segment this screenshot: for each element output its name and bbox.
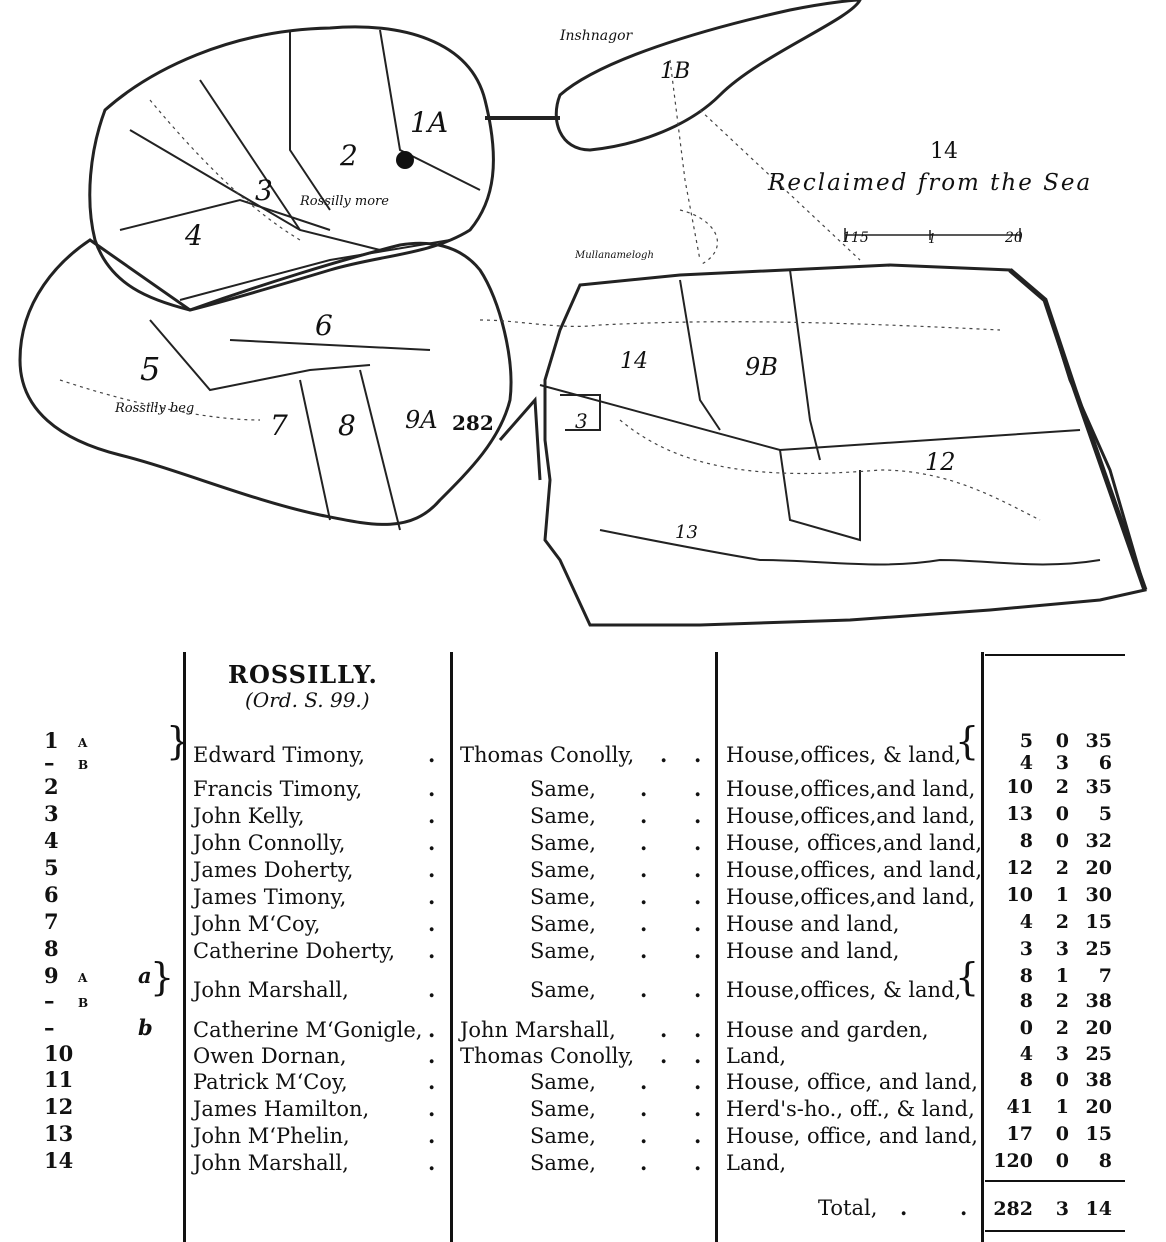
area-roods: 0: [1055, 830, 1069, 852]
column-rule: [715, 652, 718, 1242]
occupier-name: John Kelly,: [193, 804, 305, 828]
holding-description: Land,: [726, 1044, 787, 1068]
leader-dot: .: [694, 742, 702, 767]
holding-description: House, office, and land,: [726, 1124, 978, 1148]
lessor-name: Same,: [530, 831, 596, 855]
area-perches: 20: [1085, 857, 1112, 879]
row-number: 9: [44, 963, 59, 988]
area-roods: 3: [1055, 938, 1069, 960]
leader-dot: .: [640, 776, 648, 801]
leader-dot: .: [428, 1150, 436, 1175]
header-rule: [985, 654, 1125, 656]
plot-label: 9A: [405, 406, 438, 434]
occupier-name: John Connolly,: [193, 831, 346, 855]
occupier-name: James Timony,: [193, 885, 347, 909]
brace-right: }: [166, 719, 191, 763]
column-rule: [450, 652, 453, 1242]
area-perches: 35: [1085, 730, 1112, 752]
area-acres: 8: [1019, 990, 1033, 1012]
area-roods: 2: [1055, 776, 1069, 798]
row-mark: a: [138, 963, 152, 988]
area-roods: 2: [1055, 990, 1069, 1012]
column-rule: [981, 652, 984, 1242]
holding-description: House,offices,and land,: [726, 804, 976, 828]
area-roods: 1: [1055, 884, 1069, 906]
area-perches: 38: [1085, 990, 1112, 1012]
occupier-name: James Hamilton,: [193, 1097, 370, 1121]
row-number: 3: [44, 801, 59, 826]
leader-dot: .: [428, 1123, 436, 1148]
plot-label: 12: [925, 448, 956, 476]
lessor-name: Thomas Conolly,: [460, 1044, 635, 1068]
leader-dot: .: [640, 857, 648, 882]
map-label-reclaimed: Reclaimed from the Sea: [768, 170, 1093, 196]
ledger-table: [0, 640, 1166, 1242]
row-number: 1: [44, 728, 59, 753]
lessor-name: Same,: [530, 1124, 596, 1148]
plot-label: 14: [620, 349, 648, 374]
row-number: –: [44, 1015, 55, 1040]
holding-description: House,offices, and land,: [726, 858, 982, 882]
lessor-name: John Marshall,: [460, 1018, 616, 1042]
occupier-name: Francis Timony,: [193, 777, 363, 801]
plot-label: 1B: [660, 59, 691, 84]
area-perches: 7: [1098, 965, 1112, 987]
leader-dot: .: [640, 911, 648, 936]
holding-description: House and land,: [726, 939, 900, 963]
leader-dot: .: [694, 938, 702, 963]
leader-dot: .: [694, 977, 702, 1002]
area-perches: 8: [1098, 1150, 1112, 1172]
row-number: 2: [44, 774, 59, 799]
leader-dot: .: [640, 1123, 648, 1148]
plot-label: 13: [675, 522, 698, 543]
area-acres: 4: [1019, 752, 1033, 774]
area-roods: 0: [1055, 1150, 1069, 1172]
area-roods: 0: [1055, 1123, 1069, 1145]
brace-left: {: [955, 719, 980, 763]
area-acres: 3: [1019, 938, 1033, 960]
row-number: 8: [44, 936, 59, 961]
plot-label: 2: [340, 139, 358, 172]
area-acres: 10: [1006, 884, 1033, 906]
map-label-rossilly-beg: Rossilly beg: [115, 401, 195, 416]
lessor-name: Same,: [530, 1151, 596, 1175]
row-number: 7: [44, 909, 59, 934]
map-label-reclaimed-number: 14: [930, 139, 958, 164]
row-number: 14: [44, 1148, 74, 1173]
lessor-name: Same,: [530, 777, 596, 801]
brace-left: {: [955, 955, 980, 999]
scale-label-left: 115: [842, 230, 869, 246]
row-number: 4: [44, 828, 59, 853]
leader-dot: .: [428, 1096, 436, 1121]
area-roods: 0: [1055, 1069, 1069, 1091]
area-perches: 35: [1085, 776, 1112, 798]
leader-dot: .: [694, 1123, 702, 1148]
row-number: –: [44, 750, 55, 775]
leader-dot: .: [428, 830, 436, 855]
table-title: ROSSILLY.: [228, 660, 378, 689]
leader-dot: .: [428, 776, 436, 801]
area-perches: 20: [1085, 1017, 1112, 1039]
area-perches: 25: [1085, 938, 1112, 960]
row-number: –: [44, 988, 55, 1013]
holding-description: House,offices, & land,: [726, 743, 962, 767]
occupier-name: John M‘Coy,: [193, 912, 321, 936]
area-roods: 2: [1055, 1017, 1069, 1039]
total-acres: 282: [993, 1198, 1033, 1220]
leader-dot: .: [428, 938, 436, 963]
leader-dot: .: [694, 1096, 702, 1121]
area-perches: 38: [1085, 1069, 1112, 1091]
area-perches: 20: [1085, 1096, 1112, 1118]
map-label-rossilly-more: Rossilly more: [300, 194, 389, 209]
area-acres: 10: [1006, 776, 1033, 798]
leader-dot: .: [640, 1150, 648, 1175]
leader-dot: .: [694, 1043, 702, 1068]
occupier-name: Owen Dornan,: [193, 1044, 347, 1068]
scale-label-right: 20: [1005, 230, 1023, 246]
occupier-name: John Marshall,: [193, 978, 349, 1002]
total-rule: [985, 1180, 1125, 1182]
area-perches: 30: [1085, 884, 1112, 906]
leader-dot: .: [640, 884, 648, 909]
row-number: 6: [44, 882, 59, 907]
plot-label: 6: [315, 309, 333, 342]
lessor-name: Same,: [530, 1070, 596, 1094]
area-perches: 5: [1098, 803, 1112, 825]
leader-dot: .: [640, 830, 648, 855]
total-rule: [985, 1230, 1125, 1232]
total-roods: 3: [1055, 1198, 1069, 1220]
row-subdivision: A: [78, 736, 88, 750]
row-number: 11: [44, 1067, 74, 1092]
leader-dot: .: [428, 1017, 436, 1042]
leader-dot: .: [660, 742, 668, 767]
leader-dot: .: [640, 1096, 648, 1121]
leader-dot: .: [428, 742, 436, 767]
lessor-name: Same,: [530, 885, 596, 909]
area-roods: 2: [1055, 857, 1069, 879]
leader-dot: .: [428, 977, 436, 1002]
holding-description: House,offices, & land,: [726, 978, 962, 1002]
leader-dot: .: [428, 1069, 436, 1094]
area-acres: 8: [1019, 1069, 1033, 1091]
row-number: 5: [44, 855, 59, 880]
occupier-name: John M‘Phelin,: [193, 1124, 350, 1148]
scale-label-mid: 1: [928, 232, 937, 247]
holding-description: House,offices,and land,: [726, 777, 976, 801]
row-number: 12: [44, 1094, 74, 1119]
holding-description: House and land,: [726, 912, 900, 936]
leader-dot: .: [428, 857, 436, 882]
plot-label: 3: [255, 174, 273, 207]
area-acres: 12: [1006, 857, 1033, 879]
area-acres: 17: [1006, 1123, 1033, 1145]
holding-description: Land,: [726, 1151, 787, 1175]
area-acres: 13: [1006, 803, 1033, 825]
area-acres: 0: [1019, 1017, 1033, 1039]
plot-label: 3: [575, 409, 588, 433]
area-roods: 0: [1055, 803, 1069, 825]
plot-label: 4: [185, 219, 203, 252]
map-label-mullanameelogh: Mullanamelogh: [575, 250, 654, 261]
lessor-name: Same,: [530, 939, 596, 963]
leader-dot: .: [694, 776, 702, 801]
area-roods: 1: [1055, 1096, 1069, 1118]
leader-dot: .: [640, 803, 648, 828]
occupier-name: Catherine M‘Gonigle,: [193, 1018, 423, 1042]
brace-right: }: [150, 955, 175, 999]
leader-dot: .: [694, 857, 702, 882]
area-roods: 3: [1055, 1043, 1069, 1065]
area-roods: 2: [1055, 911, 1069, 933]
plot-label: 1A: [410, 106, 449, 139]
area-perches: 15: [1085, 1123, 1112, 1145]
area-acres: 4: [1019, 1043, 1033, 1065]
area-acres: 4: [1019, 911, 1033, 933]
area-acres: 8: [1019, 965, 1033, 987]
holding-description: House, office, and land,: [726, 1070, 978, 1094]
area-roods: 1: [1055, 965, 1069, 987]
area-perches: 25: [1085, 1043, 1112, 1065]
map-label-inshnagor: Inshnagor: [560, 28, 633, 44]
leader-dot: .: [660, 1043, 668, 1068]
occupier-name: Catherine Doherty,: [193, 939, 396, 963]
area-acres: 41: [1006, 1096, 1033, 1118]
row-number: 13: [44, 1121, 74, 1146]
map-label-total-area: 282: [452, 411, 494, 435]
area-perches: 15: [1085, 911, 1112, 933]
row-subdivision: B: [78, 996, 89, 1010]
occupier-name: Patrick M‘Coy,: [193, 1070, 348, 1094]
leader-dot: .: [428, 803, 436, 828]
leader-dot: .: [640, 938, 648, 963]
leader-dot: .: [694, 1150, 702, 1175]
lessor-name: Same,: [530, 1097, 596, 1121]
occupier-name: James Doherty,: [193, 858, 354, 882]
total-label: Total,: [818, 1196, 878, 1220]
holding-description: Herd's-ho., off., & land,: [726, 1097, 975, 1121]
holding-description: House, offices,and land,: [726, 831, 982, 855]
row-number: 10: [44, 1041, 74, 1066]
leader-dot: .: [640, 1069, 648, 1094]
area-roods: 0: [1055, 730, 1069, 752]
area-perches: 6: [1098, 752, 1112, 774]
lessor-name: Same,: [530, 912, 596, 936]
row-subdivision: B: [78, 758, 89, 772]
leader-dot: .: [694, 830, 702, 855]
area-acres: 5: [1019, 730, 1033, 752]
holding-description: House,offices,and land,: [726, 885, 976, 909]
row-subdivision: A: [78, 971, 88, 985]
area-acres: 8: [1019, 830, 1033, 852]
leader-dot: .: [660, 1017, 668, 1042]
leader-dot: .: [694, 911, 702, 936]
area-roods: 3: [1055, 752, 1069, 774]
plot-label: 8: [338, 409, 356, 442]
area-perches: 32: [1085, 830, 1112, 852]
leader-dot: .: [694, 1017, 702, 1042]
leader-dot: .: [428, 1043, 436, 1068]
row-mark: b: [138, 1015, 153, 1040]
lessor-name: Same,: [530, 804, 596, 828]
lessor-name: Same,: [530, 978, 596, 1002]
total-perches: 14: [1085, 1198, 1112, 1220]
plot-label: 7: [270, 409, 288, 442]
leader-dot: .: [428, 884, 436, 909]
plot-label: 9B: [745, 353, 778, 381]
area-acres: 120: [993, 1150, 1033, 1172]
plot-label: 5: [140, 350, 161, 388]
leader-dot: .: [900, 1195, 908, 1220]
table-subtitle: (Ord. S. 99.): [245, 688, 370, 712]
leader-dot: .: [694, 884, 702, 909]
occupier-name: John Marshall,: [193, 1151, 349, 1175]
leader-dot: .: [960, 1195, 968, 1220]
lessor-name: Thomas Conolly,: [460, 743, 635, 767]
occupier-name: Edward Timony,: [193, 743, 365, 767]
lessor-name: Same,: [530, 858, 596, 882]
leader-dot: .: [694, 803, 702, 828]
holding-description: House and garden,: [726, 1018, 929, 1042]
leader-dot: .: [428, 911, 436, 936]
leader-dot: .: [640, 977, 648, 1002]
leader-dot: .: [694, 1069, 702, 1094]
